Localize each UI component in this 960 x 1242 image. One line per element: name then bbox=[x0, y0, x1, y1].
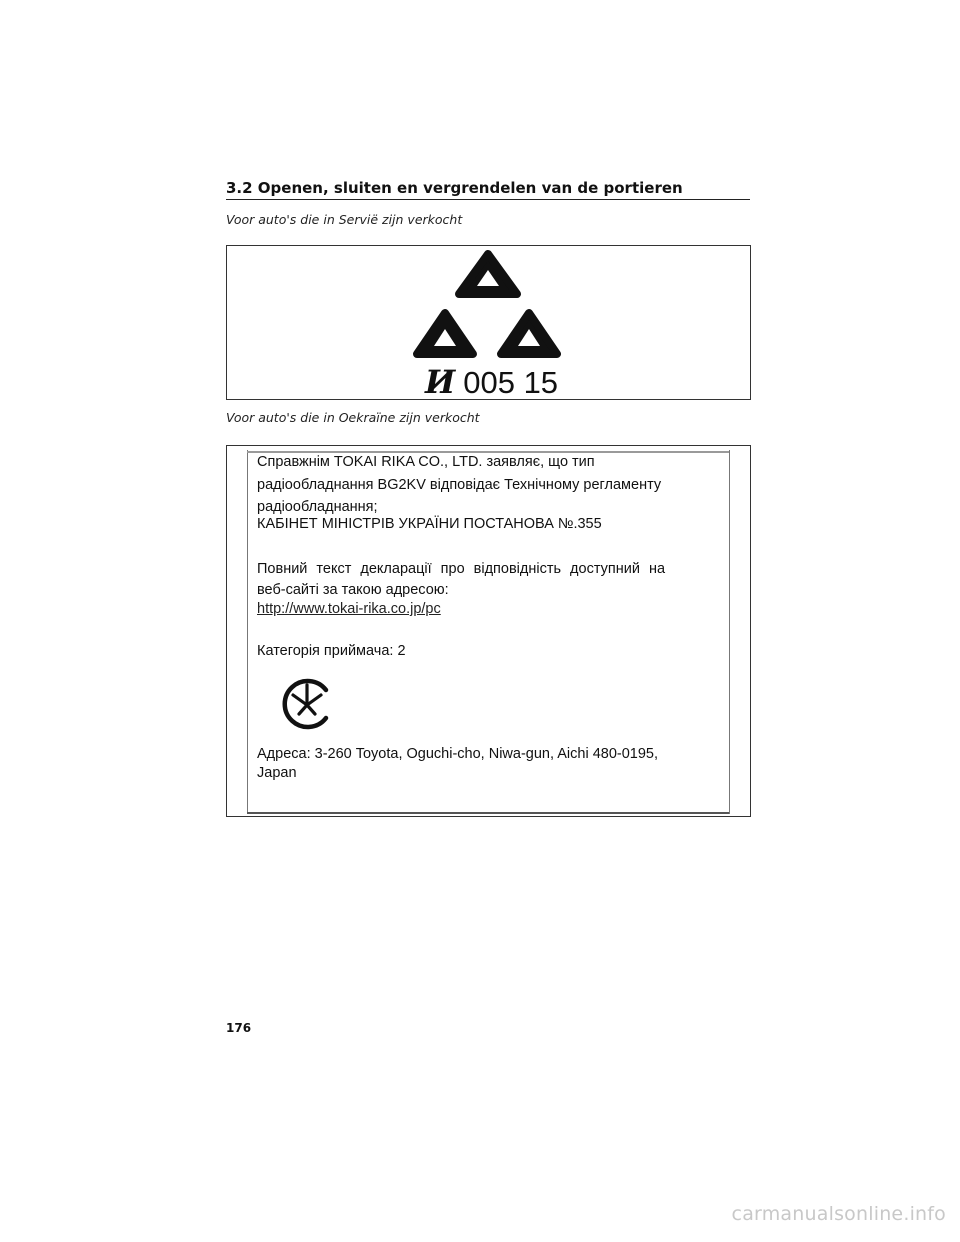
scan-bottom-line bbox=[247, 812, 729, 814]
declaration-line-2: радіообладнання BG2KV відповідає Технічному регламенту bbox=[257, 477, 662, 493]
ukraine-caption: Voor auto's die in Oekraïne zijn verkocht bbox=[226, 410, 480, 425]
header-rule bbox=[226, 199, 750, 200]
ukraine-declaration-box bbox=[226, 445, 751, 817]
declaration-line-5: Повний текст декларації про відповідність доступний на bbox=[257, 561, 666, 577]
serbia-mark-code bbox=[425, 363, 558, 401]
serbia-mark-number: 005 15 bbox=[463, 365, 559, 400]
scan-top-line bbox=[247, 451, 729, 453]
declaration-line-1: Справжнім TOKAI RIKA CO., LTD. заявляє, що тип bbox=[257, 454, 595, 470]
address-line-2: Japan bbox=[257, 765, 297, 781]
serbia-mark-box bbox=[226, 245, 751, 400]
declaration-line-4: КАБІНЕТ МІНІСТРІВ УКРАЇНИ ПОСТАНОВА №.355 bbox=[257, 516, 602, 532]
section-header: 3.2 Openen, sluiten en vergrendelen van de portieren bbox=[226, 179, 683, 197]
declaration-line-3: радіообладнання; bbox=[257, 499, 378, 515]
declaration-line-6: веб-сайті за такою адресою: bbox=[257, 582, 449, 598]
page-number: 176 bbox=[226, 1021, 252, 1035]
receiver-category: Категорія приймача: 2 bbox=[257, 643, 406, 659]
declaration-url-link[interactable]: http://www.tokai-rika.co.jp/pc bbox=[257, 601, 441, 617]
serbia-caption: Voor auto's die in Servië zijn verkocht bbox=[226, 212, 463, 227]
address-line-1: Адреса: 3-260 Toyota, Oguchi-cho, Niwa-gun, Aichi 480-0195, bbox=[257, 746, 659, 762]
serbia-mark-letter: И bbox=[425, 363, 456, 401]
watermark: carmanualsonline.info bbox=[731, 1203, 946, 1225]
ukraine-conformity-mark-icon bbox=[279, 676, 335, 732]
